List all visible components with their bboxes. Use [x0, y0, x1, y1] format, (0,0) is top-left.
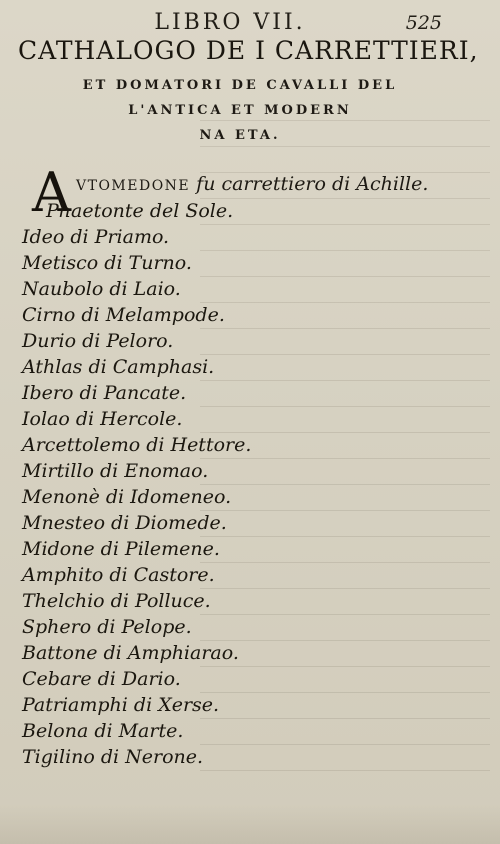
first-entry-text: fu carrettiero di Achille. — [196, 173, 429, 195]
list-item: Metisco di Turno. — [22, 252, 192, 274]
drop-cap-initial: A — [32, 161, 71, 224]
list-item: Sphero di Pelope. — [22, 616, 192, 638]
first-entry-smallcaps: VTOMEDONE — [76, 178, 191, 194]
list-item: Thelchio di Polluce. — [22, 590, 211, 612]
list-item: Phaetonte del Sole. — [46, 200, 234, 222]
page-edge-shadow — [0, 804, 500, 844]
list-item: Athlas di Camphasi. — [22, 356, 215, 378]
list-item: Ibero di Pancate. — [22, 382, 187, 404]
subtitle-line-1: ET DOMATORI DE CAVALLI DEL — [82, 78, 398, 93]
bleed-through-texture — [200, 120, 490, 800]
first-entry — [76, 173, 428, 195]
running-head: LIBRO VII. — [154, 10, 306, 35]
page-title: CATHALOGO DE I CARRETTIERI, — [18, 36, 479, 65]
list-item: Iolao di Hercole. — [22, 408, 183, 430]
list-item: Mirtillo di Enomao. — [22, 460, 209, 482]
list-item: Menonè di Idomeneo. — [22, 486, 232, 508]
list-item: Mnesteo di Diomede. — [22, 512, 227, 534]
list-item: Ideo di Priamo. — [22, 226, 170, 248]
subtitle-line-2: L'ANTICA ET MODERN — [128, 103, 352, 118]
list-item: Cirno di Melampode. — [22, 304, 225, 326]
list-item: Tigilino di Nerone. — [22, 746, 204, 768]
list-item: Battone di Amphiarao. — [22, 642, 239, 664]
list-item: Amphito di Castore. — [22, 564, 215, 586]
list-item: Belona di Marte. — [22, 720, 184, 742]
page-number: 525 — [405, 12, 442, 34]
subtitle-line-3: NA ETA. — [199, 128, 281, 143]
list-item: Patriamphi di Xerse. — [22, 694, 220, 716]
list-item: Cebare di Dario. — [22, 668, 181, 690]
list-item: Naubolo di Laio. — [22, 278, 181, 300]
list-item: Midone di Pilemene. — [22, 538, 220, 560]
list-item: Durio di Peloro. — [22, 330, 174, 352]
list-item: Arcettolemo di Hettore. — [22, 434, 252, 456]
